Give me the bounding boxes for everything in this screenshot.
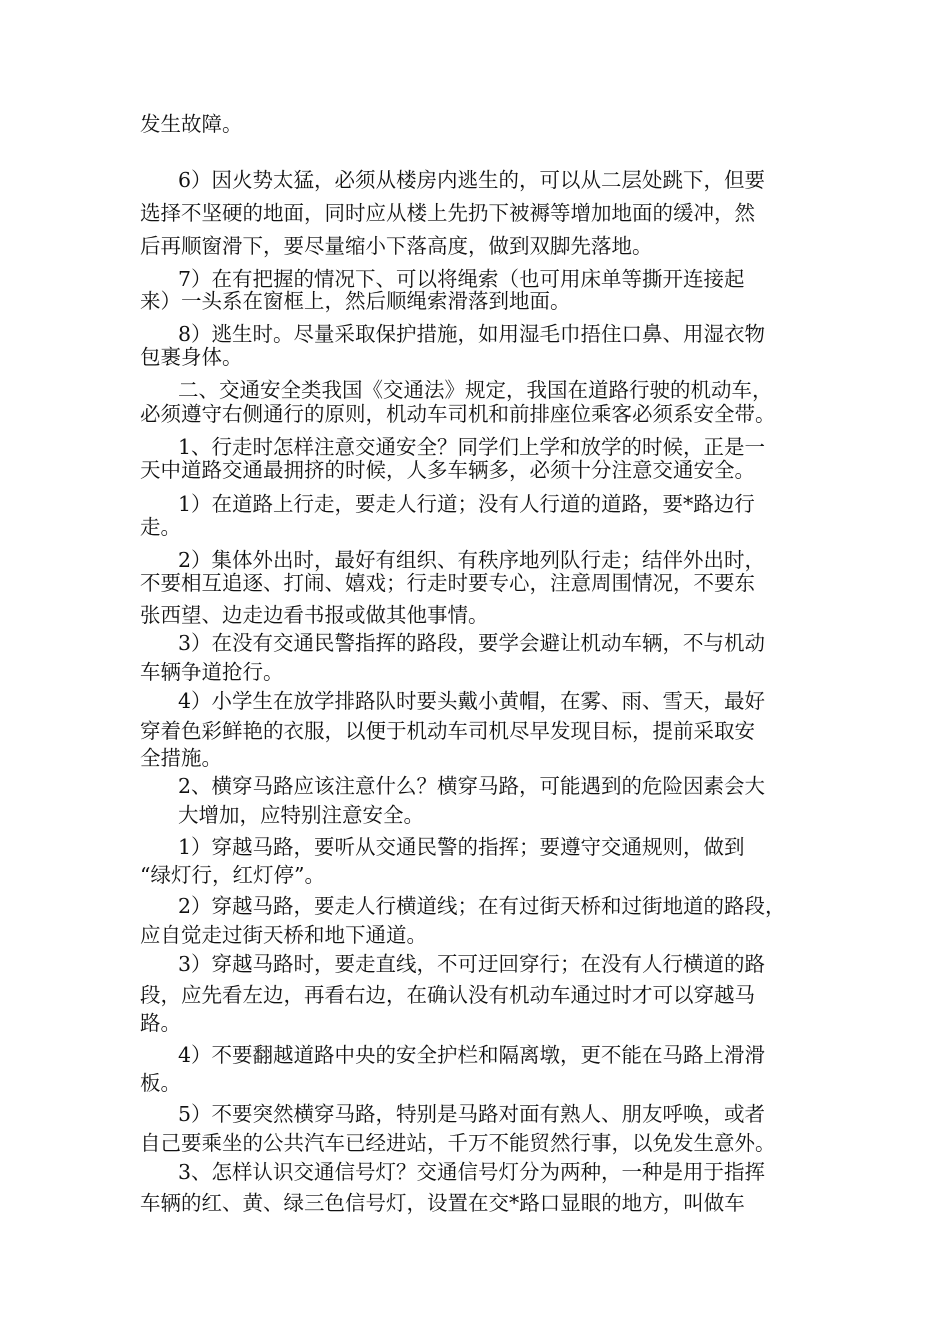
text-line: 7）在有把握的情况下、可以将绳索（也可用床单等撕开连接起: [178, 267, 745, 291]
text-line: 包裹身体。: [140, 345, 243, 369]
text-line: 段，应先看左边，再看右边，在确认没有机动车通过时才可以穿越马: [140, 983, 755, 1007]
text-line: 2、横穿马路应该注意什么？横穿马路，可能遇到的危险因素会大: [178, 774, 766, 798]
text-line: 3）在没有交通民警指挥的路段，要学会避让机动车辆，不与机动: [178, 631, 766, 655]
text-line: 2）穿越马路，要走人行横道线；在有过街天桥和过街地道的路段，: [178, 894, 786, 918]
text-line: 6）因火势太猛，必须从楼房内逃生的，可以从二层处跳下，但要: [178, 168, 766, 192]
text-line: 1）穿越马路，要听从交通民警的指挥；要遵守交通规则，做到: [178, 835, 745, 859]
text-line: 大增加，应特别注意安全。: [178, 803, 424, 827]
text-line: 穿着色彩鲜艳的衣服，以便于机动车司机尽早发现目标，提前采取安: [140, 719, 755, 743]
text-line: 来）一头系在窗框上，然后顺绳索滑落到地面。: [140, 289, 571, 313]
text-line: 路。: [140, 1011, 181, 1035]
text-line: 应自觉走过街天桥和地下通道。: [140, 923, 427, 947]
text-line: 1）在道路上行走，要走人行道；没有人行道的道路，要*路边行: [178, 492, 755, 516]
text-line: 3）穿越马路时，要走直线，不可迂回穿行；在没有人行横道的路: [178, 952, 766, 976]
text-line: 车辆的红、黄、绿三色信号灯，设置在交*路口显眼的地方，叫做车: [140, 1191, 745, 1215]
text-line: 后再顺窗滑下，要尽量缩小下落高度，做到双脚先落地。: [140, 234, 653, 258]
text-line: 8）逃生时。尽量采取保护措施，如用湿毛巾捂住口鼻、用湿衣物: [178, 322, 766, 346]
text-line: 4）小学生在放学排路队时要头戴小黄帽，在雾、雨、雪天，最好: [178, 689, 766, 713]
text-line: 走。: [140, 515, 181, 539]
text-line: 二、交通安全类我国《交通法》规定，我国在道路行驶的机动车，: [178, 378, 773, 402]
text-line: 发生故障。: [140, 112, 243, 136]
text-line: 天中道路交通最拥挤的时候，人多车辆多，必须十分注意交通安全。: [140, 458, 755, 482]
text-line: 车辆争道抢行。: [140, 660, 284, 684]
text-line: 自己要乘坐的公共汽车已经进站，千万不能贸然行事，以免发生意外。: [140, 1131, 776, 1155]
text-line: 5）不要突然横穿马路，特别是马路对面有熟人、朋友呼唤，或者: [178, 1102, 766, 1126]
text-line: 2）集体外出时，最好有组织、有秩序地列队行走；结伴外出时，: [178, 548, 766, 572]
text-line: 张西望、边走边看书报或做其他事情。: [140, 603, 489, 627]
text-line: 不要相互追逐、打闹、嬉戏；行走时要专心，注意周围情况，不要东: [140, 571, 755, 595]
text-line: 必须遵守右侧通行的原则，机动车司机和前排座位乘客必须系安全带。: [140, 402, 776, 426]
text-line: 全措施。: [140, 746, 222, 770]
text-line: “绿灯行，红灯停”。: [140, 863, 325, 887]
text-line: 选择不坚硬的地面，同时应从楼上先扔下被褥等增加地面的缓冲，然: [140, 201, 755, 225]
text-line: 4）不要翻越道路中央的安全护栏和隔离墩，更不能在马路上滑滑: [178, 1043, 766, 1067]
text-line: 板。: [140, 1071, 181, 1095]
text-line: 3、怎样认识交通信号灯？交通信号灯分为两种，一种是用于指挥: [178, 1160, 766, 1184]
text-line: 1、行走时怎样注意交通安全？同学们上学和放学的时候，正是一: [178, 435, 766, 459]
